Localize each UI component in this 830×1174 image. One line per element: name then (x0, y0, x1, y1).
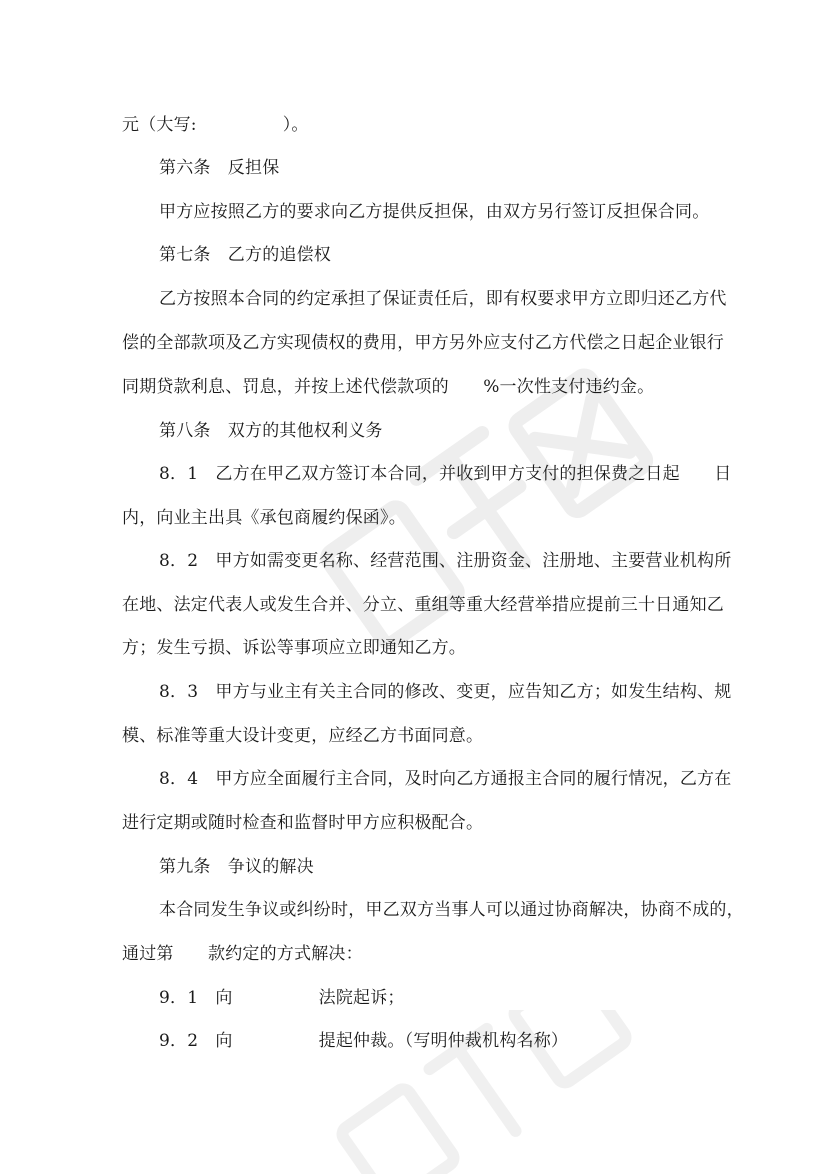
text-line-amount-caps: 元（大写: ）。 (122, 115, 309, 135)
clause-9-1: 9．1 向 法院起诉； (159, 988, 405, 1008)
article-9-body-line-2: 通过第 款约定的方式解决： (122, 944, 363, 964)
article-7-body-line-1: 乙方按照本合同的约定承担了保证责任后，即有权要求甲方立即归还乙方代 (159, 289, 727, 309)
clause-8-3-line-2: 模、标准等重大设计变更，应经乙方书面同意。 (122, 726, 484, 746)
clause-8-2-line-1: 8．2 甲方如需变更名称、经营范围、注册资金、注册地、主要营业机构所 (159, 551, 732, 571)
article-9-body-line-1: 本合同发生争议或纠纷时，甲乙双方当事人可以通过协商解决，协商不成的， (159, 900, 744, 920)
article-8-heading: 第八条 双方的其他权利义务 (159, 421, 383, 441)
clause-8-3-line-1: 8．3 甲方与业主有关主合同的修改、变更，应告知乙方；如发生结构、规 (159, 682, 732, 702)
clause-8-2-line-3: 方；发生亏损、诉讼等事项应立即通知乙方。 (122, 638, 466, 658)
article-6-heading: 第六条 反担保 (159, 158, 280, 178)
clause-9-2: 9．2 向 提起仲裁。（写明仲裁机构名称） (159, 1031, 569, 1051)
clause-8-4-line-2: 进行定期或随时检查和监督时甲方应积极配合。 (122, 813, 484, 833)
article-7-heading: 第七条 乙方的追偿权 (159, 245, 331, 265)
clause-8-4-line-1: 8．4 甲方应全面履行主合同，及时向乙方通报主合同的履行情况，乙方在 (159, 769, 732, 789)
article-7-body-line-2: 偿的全部款项及乙方实现债权的费用，甲方另外应支付乙方代偿之日起企业银行 (122, 333, 724, 353)
article-7-body-line-3: 同期贷款利息、罚息，并按上述代偿款项的 %一次性支付违约金。 (122, 377, 655, 397)
article-6-body: 甲方应按照乙方的要求向乙方提供反担保，由双方另行签订反担保合同。 (159, 202, 710, 222)
clause-8-1-line-1: 8．1 乙方在甲乙双方签订本合同，并收到甲方支付的担保费之日起 日 (159, 464, 732, 484)
article-9-heading: 第九条 争议的解决 (159, 857, 314, 877)
clause-8-2-line-2: 在地、法定代表人或发生合并、分立、重组等重大经营举措应提前三十日通知乙 (122, 595, 724, 615)
clause-8-1-line-2: 内，向业主出具《承包商履约保函》。 (122, 508, 406, 528)
